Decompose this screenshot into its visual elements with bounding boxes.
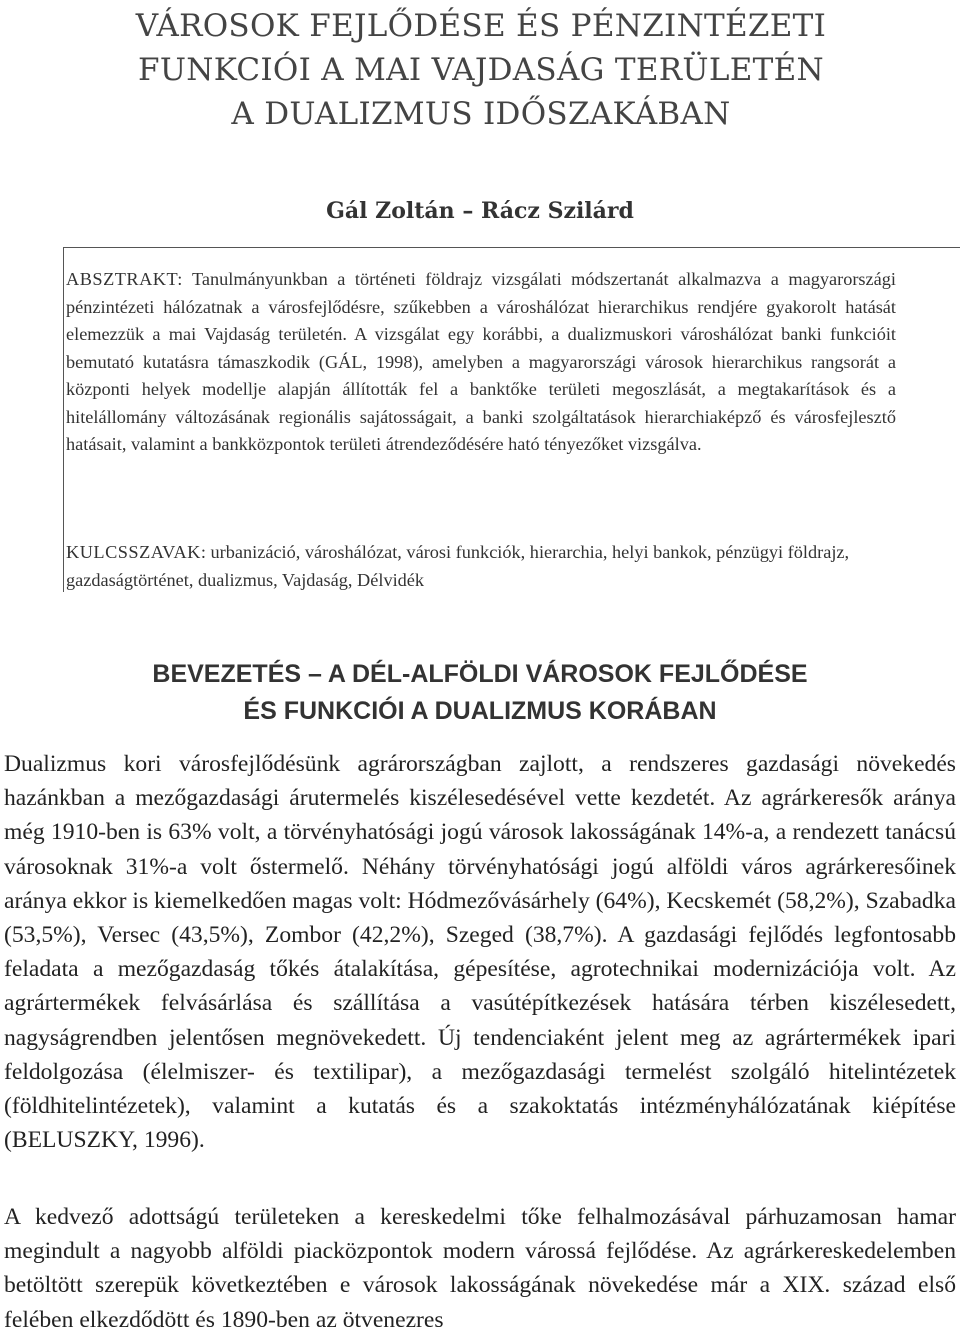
title-line-1: VÁROSOK FEJLŐDÉSE ÉS PÉNZINTÉZETI	[135, 8, 827, 44]
section-heading-line-1: BEVEZETÉS – A DÉL-ALFÖLDI VÁROSOK FEJLŐDÉSE	[152, 660, 808, 688]
authors: Gál Zoltán – Rácz Szilárd	[326, 198, 634, 224]
title-line-2: FUNKCIÓI A MAI VAJDASÁG TERÜLETÉN	[138, 52, 824, 88]
keywords-label: KULCSSZAVAK	[66, 542, 201, 562]
body-paragraph-2: A kedvező adottságú területeken a kereskedelmi tőke felhalmozásával párhuzamosan hamar megindult a nagyobb alföldi piacközpontok modern várossá fejlődése. Az agrárkereskedelemben betöltött szerepük következtében e városok lakosságának növekedése már a XIX. század első felében elkezdődött és 1890-ben az ötvenezres	[4, 1204, 956, 1333]
abstract-frame-top-rule	[63, 247, 960, 248]
section-heading-line-2: ÉS FUNKCIÓI A DUALIZMUS KORÁBAN	[243, 697, 717, 725]
abstract-text: Tanulmányunkban a történeti földrajz vizsgálati módszertanát alkalmazva a magyarországi pénzintézeti hálózatnak a városfejlődésre, szűkebben a városhálózat hierarchikus rendjére gyakorolt hatását elemezzük a mai Vajdaság területén. A vizsgálat egy korábbi, a dualizmuskori városhálózat banki funkcióit bemutató kutatásra támaszkodik (GÁL, 1998), amelyben a magyarországi városok hierarchikus rangsorát a központi helyek modellje alapján állították fel a banktőke területi megoszlását, a megtakarítások és a hitelállomány változásának regionális sajátosságait, a banki szolgáltatások hierarchiaképző és városfejlesztő hatásait, valamint a bankközpontok területi átrendeződésére ható tényezőket vizsgálva.	[66, 269, 896, 454]
body-paragraph-1: Dualizmus kori városfejlődésünk agrárországban zajlott, a rendszeres gazdasági növekedés hazánkban a mezőgazdasági árutermelés kiszélesedésével vette kezdetét. Az agrárkeresők aránya még 1910-ben is 63% volt, a törvényhatósági jogú városok lakosságának 14%-a, a rendezett tanácsú városoknak 31%-a volt őstermelő. Néhány törvényhatósági jogú alföldi város agrárkeresőinek aránya ekkor is kiemelkedően magas volt: Hódmezővásárhely (64%), Kecskemét (58,2%), Szabadka (53,5%), Versec (43,5%), Zombor (42,2%), Szeged (38,7%). A gazdasági fejlődés legfontosabb feladata a mezőgazdaság tőkés átalakítása, gépesítése, agrotechnikai modernizációja volt. Az agrártermékek felvásárlása és szállítása a vasútépítkezések hatására térben kiszélesedett, nagyságrendben jelentősen megnövekedett. Új tendenciaként jelent meg az agrártermékek ipari feldolgozása (élelmiszer- és textilipar), a mezőgazdasági termelést szolgáló hitelintézetek (földhitelintézetek), valamint a kutatás és a szakoktatás intézményhálózatának kiépítése (BELUSZKY, 1996).	[4, 751, 956, 1154]
title-line-3: A DUALIZMUS IDŐSZAKÁBAN	[231, 96, 731, 132]
abstract-label: ABSZTRAKT:	[66, 269, 183, 289]
abstract	[66, 266, 896, 459]
article-title	[70, 4, 892, 136]
section-heading	[0, 656, 960, 730]
abstract-frame-left-rule	[63, 247, 64, 592]
keywords-text: : urbanizáció, városhálózat, városi funkciók, hierarchia, helyi bankok, pénzügyi földrajz, gazdaságtörténet, dualizmus, Vajdaság, Délvidék	[66, 542, 850, 590]
keywords	[66, 539, 896, 594]
